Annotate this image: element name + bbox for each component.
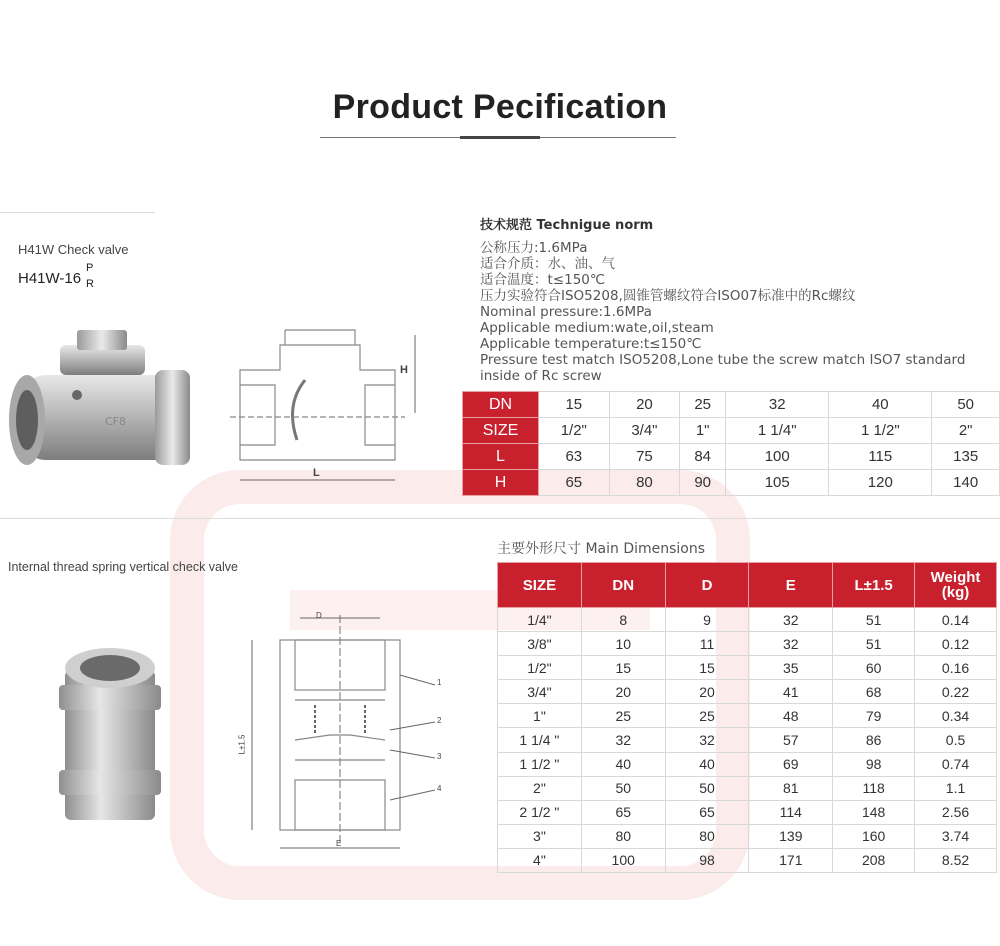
spec-line: Pressure test match ISO5208,Lone tube the screw match ISO7 standard	[480, 352, 966, 368]
table-cell: 100	[726, 444, 829, 470]
table-cell: 160	[833, 824, 915, 848]
table-cell: 51	[833, 608, 915, 632]
svg-text:CF8: CF8	[105, 415, 127, 428]
part-3-label: 3	[437, 752, 442, 761]
spec-line: 适合温度：t≤150℃	[480, 272, 606, 288]
table-cell: 1.1	[915, 776, 997, 800]
table-cell: 65	[539, 470, 610, 496]
table-cell: 84	[680, 444, 726, 470]
table-row	[498, 608, 997, 632]
table-cell: 2"	[932, 418, 1000, 444]
table-cell: 20	[609, 392, 680, 418]
table-cell: 4"	[498, 848, 582, 872]
model-main: H41W-16	[18, 270, 82, 287]
table-cell: 0.12	[915, 632, 997, 656]
main-dimensions-title: 主要外形尺寸 Main Dimensions	[497, 541, 706, 557]
table-cell: 32	[726, 392, 829, 418]
column-header: D	[665, 563, 749, 608]
part-1-label: 1	[437, 678, 442, 687]
table-row	[498, 728, 997, 752]
table-cell: 32	[749, 632, 833, 656]
table-row	[498, 800, 997, 824]
spec-line: Applicable medium:wate,oil,steam	[480, 320, 714, 336]
spec-line: inside of Rc screw	[480, 368, 602, 384]
table-cell: 105	[726, 470, 829, 496]
table-cell: 1/4"	[498, 608, 582, 632]
table-cell: 41	[749, 680, 833, 704]
table-row	[498, 824, 997, 848]
column-header: DN	[581, 563, 665, 608]
table-row	[498, 776, 997, 800]
table-cell: 120	[829, 470, 932, 496]
vertical-check-valve-drawing	[240, 610, 460, 860]
table-cell: 1 1/4 "	[498, 728, 582, 752]
spec-line: 公称压力:1.6MPa	[480, 240, 588, 256]
section2-label: Internal thread spring vertical check valve	[8, 560, 238, 574]
table-row	[498, 704, 997, 728]
table-row	[498, 632, 997, 656]
table-cell: 51	[833, 632, 915, 656]
table-cell: 2 1/2 "	[498, 800, 582, 824]
table-cell: 15	[539, 392, 610, 418]
table-cell: 208	[833, 848, 915, 872]
table-cell: 1 1/2 "	[498, 752, 582, 776]
table-cell: 63	[539, 444, 610, 470]
table-cell: 140	[932, 470, 1000, 496]
table-cell: 3"	[498, 824, 582, 848]
table-cell: 86	[833, 728, 915, 752]
table-cell: 32	[581, 728, 665, 752]
table-cell: 0.34	[915, 704, 997, 728]
table-cell: 35	[749, 656, 833, 680]
table-cell: 3/4"	[609, 418, 680, 444]
table-cell: 0.22	[915, 680, 997, 704]
table-cell: 50	[581, 776, 665, 800]
spec-line: 压力实验符合ISO5208,圆锥管螺纹符合ISO07标准中的Rc螺纹	[480, 288, 856, 304]
title-underline-accent	[460, 136, 540, 139]
table-cell: 139	[749, 824, 833, 848]
table-cell: 98	[665, 848, 749, 872]
table-cell: 75	[609, 444, 680, 470]
technical-specification	[480, 218, 1000, 384]
table-row	[463, 444, 1000, 470]
table-cell: 100	[581, 848, 665, 872]
table-cell: 80	[581, 824, 665, 848]
table-cell: 50	[932, 392, 1000, 418]
table-cell: 2.56	[915, 800, 997, 824]
divider	[0, 212, 155, 213]
table-row	[463, 392, 1000, 418]
drawing-d-label: D	[316, 611, 322, 620]
table-cell: 65	[581, 800, 665, 824]
drawing-h-label: H	[400, 364, 408, 376]
table-row	[463, 418, 1000, 444]
drawing-l-label: L±1.5	[237, 734, 247, 755]
table-row	[498, 848, 997, 872]
table-cell: 68	[833, 680, 915, 704]
table-cell: 10	[581, 632, 665, 656]
table-cell: 25	[581, 704, 665, 728]
drawing-e-label: E	[336, 839, 342, 848]
spec-line: Nominal pressure:1.6MPa	[480, 304, 652, 320]
spec-line: Applicable temperature:t≤150℃	[480, 336, 702, 352]
table-cell: 11	[665, 632, 749, 656]
column-header: L±1.5	[833, 563, 915, 608]
table-cell: 9	[665, 608, 749, 632]
row-header: L	[463, 444, 539, 470]
table-row	[498, 656, 997, 680]
table-cell: 57	[749, 728, 833, 752]
table-cell: 8	[581, 608, 665, 632]
table-cell: 98	[833, 752, 915, 776]
column-header: SIZE	[498, 563, 582, 608]
column-header: Weight (kg)	[915, 563, 997, 608]
row-header: DN	[463, 392, 539, 418]
spec-line: 适合介质：水、油、气	[480, 256, 615, 272]
table-cell: 0.74	[915, 752, 997, 776]
part-2-label: 2	[437, 716, 442, 725]
spec-heading: 技术规范 Technigue norm	[480, 218, 654, 233]
table-cell: 50	[665, 776, 749, 800]
table-cell: 148	[833, 800, 915, 824]
table-cell: 8.52	[915, 848, 997, 872]
section-divider	[0, 518, 1000, 519]
table-cell: 1/2"	[498, 656, 582, 680]
page-title: Product Pecification	[332, 88, 668, 126]
table-cell: 25	[665, 704, 749, 728]
table-cell: 40	[665, 752, 749, 776]
table-cell: 80	[609, 470, 680, 496]
model-sup: P	[86, 262, 94, 274]
model-code	[18, 262, 94, 290]
table-cell: 115	[829, 444, 932, 470]
dimensions-table-h41w	[462, 391, 1000, 496]
main-dimensions-table	[497, 562, 997, 873]
table-cell: 114	[749, 800, 833, 824]
table-cell: 90	[680, 470, 726, 496]
swing-check-valve-photo	[5, 325, 205, 490]
table-cell: 118	[833, 776, 915, 800]
table-cell: 1/2"	[539, 418, 610, 444]
table-cell: 0.5	[915, 728, 997, 752]
table-cell: 0.16	[915, 656, 997, 680]
table-cell: 65	[665, 800, 749, 824]
section1-label: H41W Check valve	[18, 242, 129, 257]
table-cell: 1 1/2"	[829, 418, 932, 444]
table-cell: 48	[749, 704, 833, 728]
table-cell: 0.14	[915, 608, 997, 632]
table-cell: 135	[932, 444, 1000, 470]
table-cell: 69	[749, 752, 833, 776]
table-cell: 3/4"	[498, 680, 582, 704]
table-cell: 80	[665, 824, 749, 848]
table-cell: 32	[749, 608, 833, 632]
table-cell: 20	[581, 680, 665, 704]
vertical-check-valve-photo	[45, 640, 175, 830]
table-cell: 1"	[680, 418, 726, 444]
table-cell: 1"	[498, 704, 582, 728]
table-cell: 3/8"	[498, 632, 582, 656]
drawing-l-label: L	[313, 467, 320, 479]
table-cell: 40	[581, 752, 665, 776]
part-4-label: 4	[437, 784, 442, 793]
row-header: SIZE	[463, 418, 539, 444]
table-cell: 40	[829, 392, 932, 418]
table-cell: 15	[665, 656, 749, 680]
table-cell: 60	[833, 656, 915, 680]
swing-check-valve-drawing	[225, 325, 425, 490]
table-cell: 81	[749, 776, 833, 800]
table-cell: 2"	[498, 776, 582, 800]
row-header: H	[463, 470, 539, 496]
table-cell: 32	[665, 728, 749, 752]
table-row	[498, 752, 997, 776]
table-row	[498, 680, 997, 704]
table-cell: 79	[833, 704, 915, 728]
table-cell: 15	[581, 656, 665, 680]
table-cell: 171	[749, 848, 833, 872]
table-cell: 1 1/4"	[726, 418, 829, 444]
table-cell: 25	[680, 392, 726, 418]
column-header: E	[749, 563, 833, 608]
table-cell: 3.74	[915, 824, 997, 848]
model-sub: R	[86, 278, 94, 290]
table-cell: 20	[665, 680, 749, 704]
table-row	[463, 470, 1000, 496]
